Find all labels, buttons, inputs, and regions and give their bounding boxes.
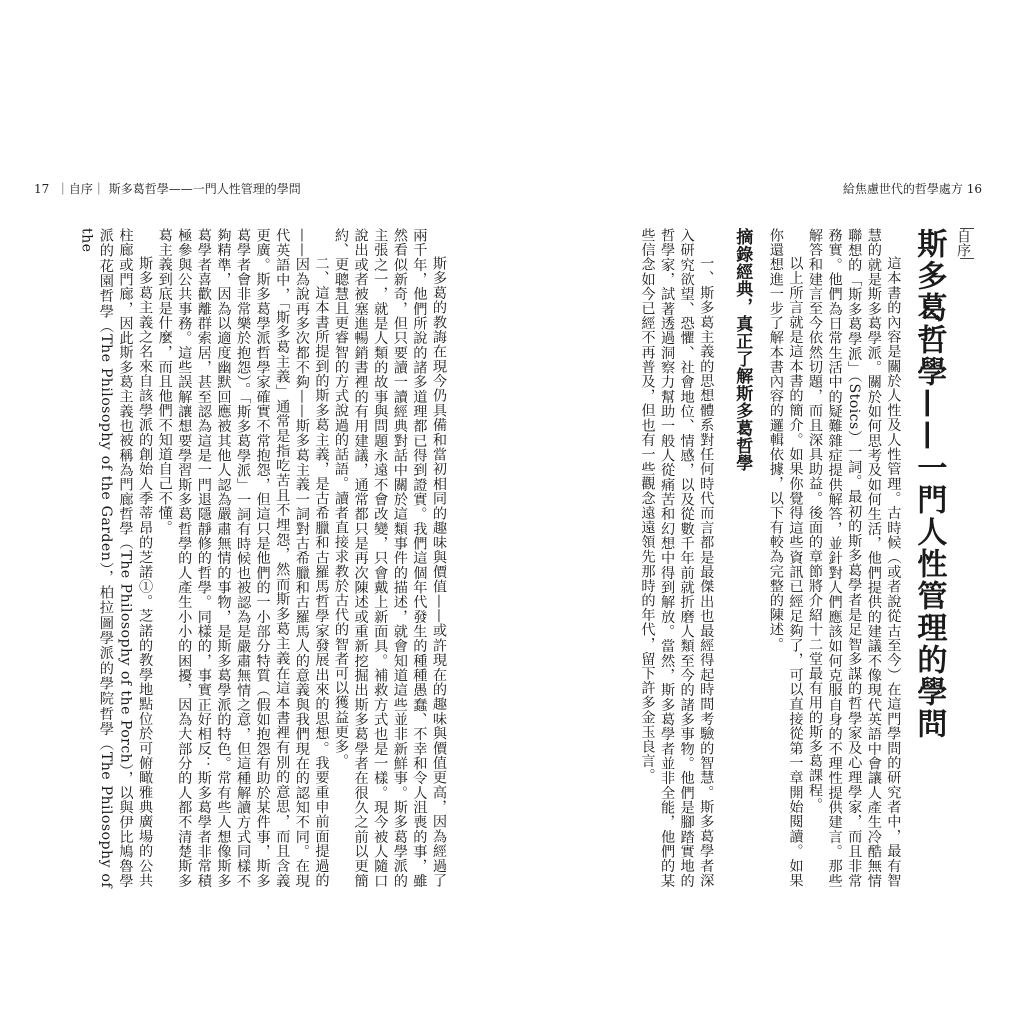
left-paragraph-1: 斯多葛的教誨在現今仍具備和當初相同的趣味與價值——或許現在的趣味與價值更高，因為經過了兩千年，他們所說的諸多道理都已得到證實。我們這個年代發生的種種愚蠢、不幸和令人沮喪的事，雖然看似新奇，但只要讀一讀經典對話中關於這類事件的描述，就會知道這些並非新鮮事。斯多葛學派的主張之一，就是人類的故事與問題永遠不會改變，只會戴上新面具。補救方式也是一樣。現今被人隨口說出或者被塞進暢銷書裡的有用建議，通常都只是再次陳述或重新挖掘出斯多葛學者在很久之前以更簡約、更聰慧且更睿智的方式說過的話語。讀者直接求教於古代的智者可以獲益更多。 xyxy=(333,228,447,888)
section-paragraph-1: 一、斯多葛主義的思想體系對任何時代而言都是最傑出也最經得起時間考驗的智慧。斯多葛學者深入研究欲望、恐懼、社會地位、情感，以及從數千年前就折磨人類至今的諸多事物。他們是腳踏實地的哲學家，試著透過洞察力幫助一般人從痛苦和幻想中得到解放。當然，斯多葛學者並非全能，他們的某些信念如今已經不再普及，但也有一些觀念遠遠領先那時的年代，留下許多金玉良言。 xyxy=(639,228,715,888)
chapter-label: 自序 xyxy=(952,228,974,259)
right-page xyxy=(532,180,1004,900)
chapter-title: 斯多葛哲學——一門人性管理的學問 xyxy=(911,228,947,740)
chapter-heading xyxy=(952,228,974,888)
intro-paragraph-1: 這本書的內容是關於人性及人性管理。古時候（或者說從古至今）在這門學問的研究者中，最有智慧的就是斯多葛學派。關於如何思考及如何生活，他們提供的建議不像現代英語中會讓人產生冷酷無情聯想的「斯多葛學派」（Stoics）一詞。最初的斯多葛學者是足智多謀的哲學家及心理學家，而且非常務實。他們為日常生活中的疑難雜症提供解答，並針對人們應該如何克服自身的不理性提供建言。那些解答和建言至今依然切題，而且深具助益。後面的章節將介紹十二堂最有用的斯多葛課程。 xyxy=(807,228,902,888)
section-title: 摘錄經典，真正了解斯多葛哲學 xyxy=(732,228,753,472)
intro-paragraph-2: 以上所言就是這本書的簡介。如果你覺得這些資訊已經足夠了，可以直接從第一章開始閱讀。如果你還想進一步了解本書內容的邏輯依據，以下有較為完整的陳述。 xyxy=(767,228,804,888)
left-running-head xyxy=(34,180,301,197)
left-header-text: ｜自序｜ 斯多葛哲學——一門人性管理的學問 xyxy=(56,182,301,196)
left-body-text xyxy=(48,228,448,888)
left-paragraph-3: 斯多葛主義之名來自該學派的創始人季蒂昂的芝諾①。芝諾的教學地點位於可俯瞰雅典廣場的公共柱廊或門廊，因此斯多葛主義也被稱為門廊哲學（The Philosophy of the Porch），以與伊比鳩魯學派的花園哲學（The Philosophy of the Garden），柏拉圖學派的學院哲學（The Philosophy of the xyxy=(78,228,154,888)
right-body-text xyxy=(554,228,974,888)
left-page xyxy=(20,180,492,900)
left-paragraph-2: 二、這本書所提到的斯多葛主義，是古希臘和古羅馬哲學家發展出來的思想。我要重申前面提過的——因為說再多次都不夠——斯多葛主義一詞對古希臘和古羅馬人的意義與我們現在的認知不同。在現代英語中，「斯多葛主義」通常是指吃苦且不埋怨，然而斯多葛主義在這本書裡有別的意思，而且含義更廣。斯多葛學派哲學家確實不常抱怨，但這只是他們的一小部分特質（假如抱怨有助於某件事，斯多葛學者會非常樂於抱怨）。「斯多葛學派」一詞有時候也被認為是嚴肅無情之意，但這種解讀方式同樣不夠精準，因為以適度幽默回應被其他人認為嚴肅無情的事物，是斯多葛學派的特色。常有些人想像斯多葛學者喜歡離群索居，甚至認為這是一門退隱靜修的哲學。同樣的，事實正好相反：斯多葛學者非常積極參與公共事務。這些誤解讓想要學習斯多葛哲學的人產生小小的困擾，因為大部分的人都不清楚斯多葛主義到底是什麼，而且他們不知道自己不懂。 xyxy=(156,228,330,888)
right-running-head: 給焦慮世代的哲學處方 16 xyxy=(842,182,982,196)
left-page-number: 17 xyxy=(34,182,50,196)
